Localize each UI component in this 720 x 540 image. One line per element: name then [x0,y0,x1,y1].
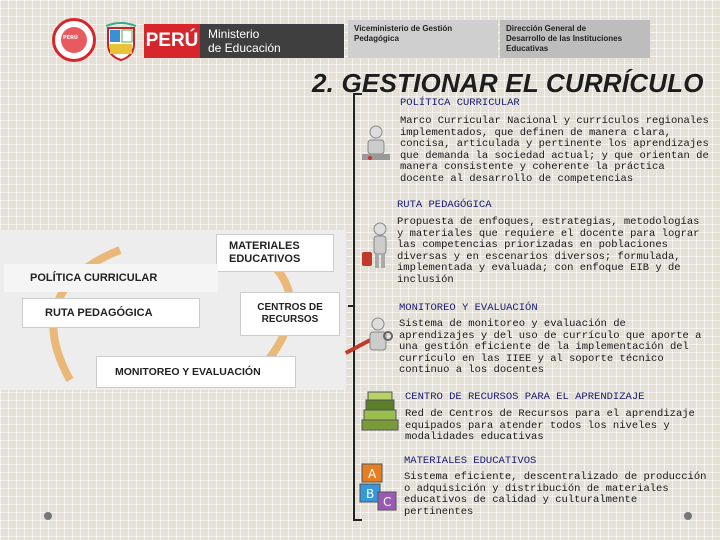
item-materiales-text: Sistema eficiente, descentralizado de producción o adquisición y distribución de materiales educativos de calidad y culturalmente pertinentes [404,471,707,518]
item-centro-text: Red de Centros de Recursos para el aprendizaje equipados para atender todos los niveles y modalidades educativas [405,408,695,444]
coat-of-arms-icon [104,22,138,62]
nav-dot-icon [44,512,52,520]
person-desk-icon [360,124,392,164]
item-monitoreo-heading: MONITOREO Y EVALUACIÓN [399,302,538,314]
page-title: 2. GESTIONAR EL CURRÍCULO [312,68,704,98]
diagram-centros-box: CENTROS DE RECURSOS [240,292,340,336]
traveler-icon [360,222,394,272]
nav-dot-icon [684,512,692,520]
diagram-monitoreo-box: MONITOREO Y EVALUACIÓN [96,356,296,388]
svg-text:C: C [383,495,392,509]
diagram-materiales-box: MATERIALES EDUCATIVOS [216,234,334,272]
diagram-politica-box: POLÍTICA CURRICULAR [4,264,218,292]
direction-label: Dirección General de Desarrollo de las Instituciones Educativas [500,20,650,58]
person-magnifier-icon [364,316,394,356]
item-ruta-text: Propuesta de enfoques, estrategias, metodologías y materiales que requiere el docente para lograr las competencias priorizadas en poblaciones diversas y en escenarios diversos; formulada, implementada y evaluada; con enfoque EIB y de inclusión [397,216,700,286]
ministry-label: Ministerio de Educación [200,24,344,58]
curriculum-diagram [0,230,346,390]
item-politica-heading: POLÍTICA CURRICULAR [400,97,520,109]
svg-text:A: A [368,467,377,481]
svg-text:B: B [366,487,375,501]
abc-blocks-icon [358,462,400,514]
diagram-ruta-box: RUTA PEDAGÓGICA [22,298,200,328]
item-ruta-heading: RUTA PEDAGÓGICA [397,199,492,211]
item-monitoreo-text: Sistema de monitoreo y evaluación de aprendizajes y del uso de currículo que aporte a una gestión eficiente de la implementación del currículo en las IIEE y al soporte técnico continuo a los docentes [399,318,702,377]
item-materiales-heading: MATERIALES EDUCATIVOS [404,455,537,467]
peru-label: PERÚ [144,24,200,58]
item-centro-heading: CENTRO DE RECURSOS PARA EL APRENDIZAJE [405,391,645,403]
books-stack-icon [358,390,402,436]
viceministry-label: Viceministerio de Gestión Pedagógica [348,20,498,58]
header-bar [0,0,720,70]
item-politica-text: Marco Curricular Nacional y currículos regionales implementados, que definen de manera clara, concisa, articulada y pertinente los aprendizajes que demanda la sociedad actual; y que orientan de manera consistente y coherente la práctica docente al desarrollo de competencias [400,115,709,185]
seal-logo-icon: PERÚ [52,18,96,62]
